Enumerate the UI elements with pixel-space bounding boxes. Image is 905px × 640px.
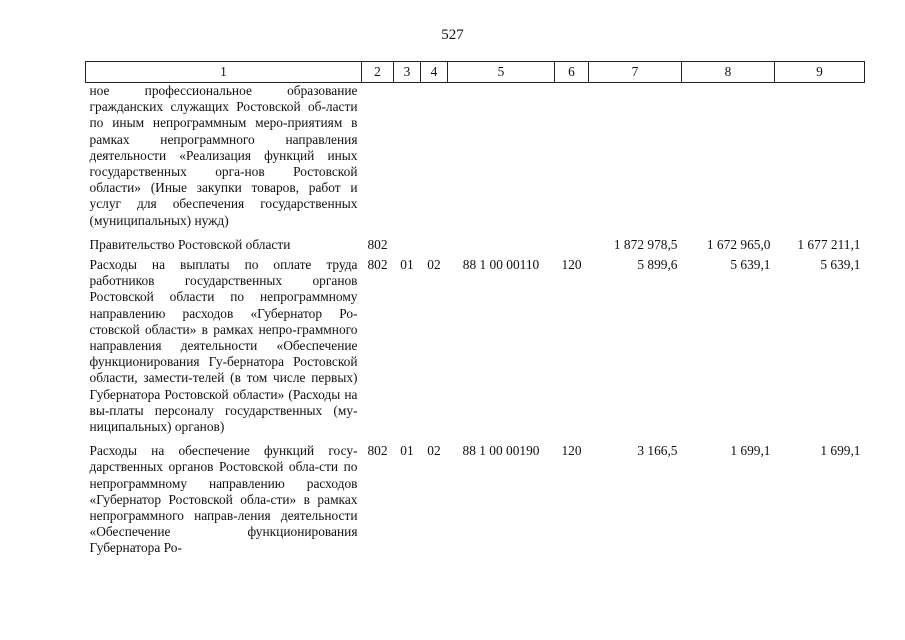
row-ministry: 802 [367,236,388,252]
row-section [394,83,421,229]
budget-table [85,61,865,557]
row-expense-type [555,237,589,253]
column-header-sum-1: 7 [589,62,682,83]
table-row [86,257,865,435]
row-ministry: 802 [367,443,388,459]
row-sum-2 [682,83,775,229]
row-description: Расходы на выплаты по оплате труда работников государственных органов Ростовской области по непрограммному направлению расходов «Губернатор Ро-стовской области» в рамках непро-граммного направления деятельности «Обеспечение функционирования Гу-бернатора Ростовской области, замести-телей (в том числе первых) Губернатора Ростовской области» (Расходы на вы-платы персоналу государственных (му-ниципальных) органов) [89,257,358,435]
column-header-target-article: 5 [448,62,555,83]
table-header [86,62,865,83]
table-row [86,443,865,556]
column-header-sum-3: 9 [775,62,865,83]
row-target-article [448,83,555,229]
row-sum-3: 1 699,1 [820,443,861,459]
row-sum-1: 5 899,6 [637,257,678,273]
column-header-sum-2: 8 [682,62,775,83]
row-expense-type [555,83,589,229]
column-header-description: 1 [86,62,362,83]
row-sum-3: 1 677 211,1 [797,236,861,252]
column-header-subsection: 4 [421,62,448,83]
column-header-section: 3 [394,62,421,83]
row-subsection [421,83,448,229]
table-row [86,83,865,229]
row-sum-2: 1 699,1 [730,443,771,459]
row-section: 01 [400,443,414,459]
column-header-ministry: 2 [362,62,394,83]
row-subsection [421,237,448,253]
row-subsection: 02 [427,257,441,273]
page-number: 527 [441,27,464,43]
row-ministry [362,83,394,229]
column-header-expense-type: 6 [555,62,589,83]
row-sum-1: 3 166,5 [637,443,678,459]
row-section: 01 [400,257,414,273]
row-description: Расходы на обеспечение функций госу-дарственных органов Ростовской обла-сти по непрограммному направлению расходов «Губернатор Ростовской обла-сти» в рамках непрограммного направ-ления деятельности «Обеспечение функционирования Губернатора Ро- [89,443,358,556]
row-sum-1 [589,83,682,229]
row-sum-2: 5 639,1 [730,257,771,273]
row-sum-1: 1 872 978,5 [613,236,678,252]
row-section [394,237,421,253]
row-target-article [448,237,555,253]
row-description: ное профессиональное образование гражданских служащих Ростовской об-ласти по иным непрограммным меро-приятиям в рамках непрограммного направления деятельности «Реализация функций иных государственных орга-нов Ростовской области» (Иные закупки товаров, работ и услуг для обеспечения государственных (муниципальных) нужд) [89,83,358,228]
row-subsection: 02 [427,443,441,459]
table-row [86,237,865,253]
row-sum-3: 5 639,1 [820,257,861,273]
row-sum-2: 1 672 965,0 [706,236,771,252]
row-target-article: 88 1 00 00190 [462,443,540,459]
row-description: Правительство Ростовской области [89,236,291,252]
row-sum-3 [775,83,865,229]
row-ministry: 802 [367,257,388,273]
row-expense-type: 120 [561,257,582,273]
row-expense-type: 120 [561,443,582,459]
row-target-article: 88 1 00 00110 [462,257,540,273]
